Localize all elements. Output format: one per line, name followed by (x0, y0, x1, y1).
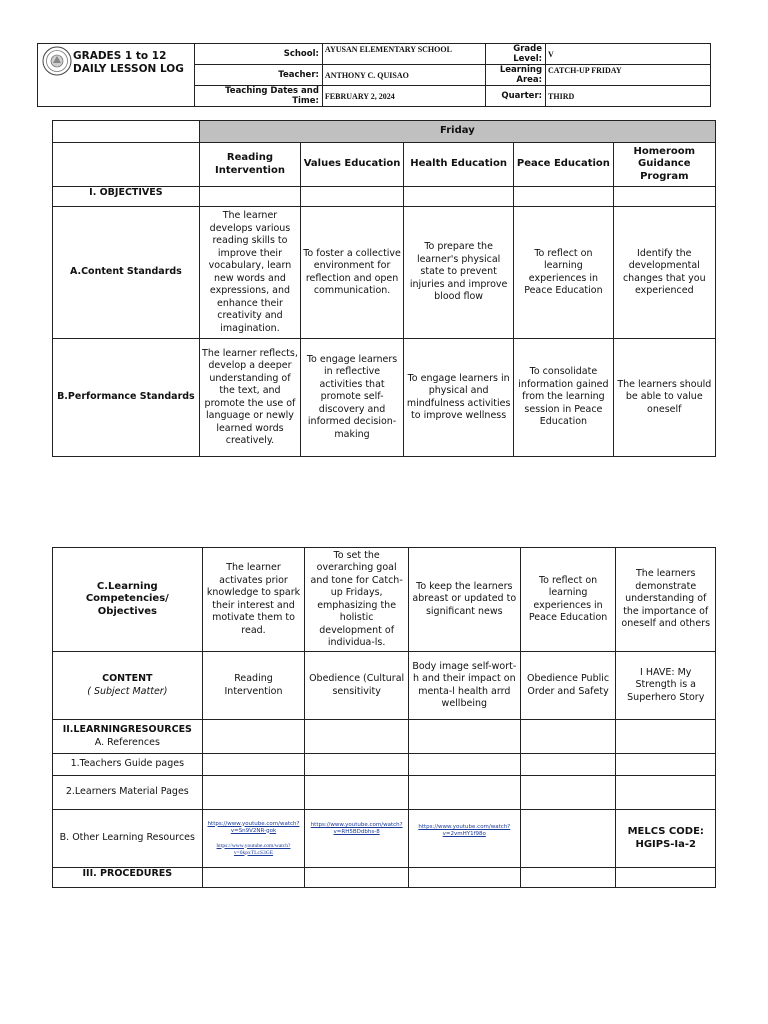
table-cell: To engage learners in reflective activities that promote self-discovery and informed decision-making (301, 339, 404, 457)
tg-label: 1.Teachers Guide pages (53, 754, 203, 776)
values-link-cell (305, 810, 409, 868)
grade-value: V (546, 44, 711, 65)
reading-links-cell (202, 810, 305, 868)
youtube-link[interactable]: https://www.youtube.com/watch?v=2vmHY1f98o (418, 824, 511, 837)
corner-cell (53, 121, 200, 143)
resources-label: II.LEARNINGRESOURCES (62, 724, 192, 735)
column-header: Health Education (404, 143, 514, 187)
header-table (37, 43, 711, 107)
table-cell: Body image self-wort-h and their impact on menta-l health arrd wellbeing (408, 652, 520, 720)
table-cell: The learner activates prior knowledge to spark their interest and motivate them to read. (202, 548, 305, 652)
column-header: Peace Education (514, 143, 613, 187)
header-title: GRADES 1 to 12 DAILY LESSON LOG (73, 50, 184, 75)
references-label: A. References (94, 736, 160, 748)
school-label: School: (195, 44, 323, 65)
table-cell: To keep the learners abreast or updated to significant news (408, 548, 520, 652)
table-cell: To reflect on learning experiences in Peace Education (514, 207, 613, 339)
table-cell: The learners demonstrate understanding of the importance of oneself and others (616, 548, 716, 652)
teacher-label: Teacher: (195, 65, 323, 86)
column-header: Values Education (301, 143, 404, 187)
lm-label: 2.Learners Material Pages (53, 776, 203, 810)
melcs-code: MELCS CODE: HGIPS-Ia-2 (616, 810, 716, 868)
day-header: Friday (199, 121, 715, 143)
table-cell: Identify the developmental changes that you experienced (613, 207, 715, 339)
table-cell: Reading Intervention (202, 652, 305, 720)
content-sublabel: ( Subject Matter) (87, 685, 168, 697)
column-header: Reading Intervention (199, 143, 300, 187)
competencies-label: C.Learning Competencies/ Objectives (53, 548, 203, 652)
objectives-label: I. OBJECTIVES (53, 187, 200, 207)
grade-label: Grade Level: (485, 44, 545, 65)
table-cell: Obedience Public Order and Safety (520, 652, 616, 720)
header-title-cell (38, 44, 195, 107)
column-header: Homeroom Guidance Program (613, 143, 715, 187)
deped-seal-icon (42, 46, 72, 76)
youtube-link[interactable]: https://www.youtube.com/watch?v=RH5BDdbhs-8 (310, 822, 403, 835)
table-cell: To foster a collective environment for reflection and open communication. (301, 207, 404, 339)
table-cell: The learners should be able to value oneself (613, 339, 715, 457)
quarter-value: THIRD (546, 86, 711, 107)
table-cell: Obedience (Cultural sensitivity (305, 652, 409, 720)
quarter-label: Quarter: (485, 86, 545, 107)
content-label-cell (53, 652, 203, 720)
procedures-label: III. PROCEDURES (53, 868, 203, 888)
dates-value: FEBRUARY 2, 2024 (322, 86, 485, 107)
area-value: CATCH-UP FRIDAY (546, 65, 711, 86)
table-cell: To reflect on learning experiences in Peace Education (520, 548, 616, 652)
table-cell: To set the overarching goal and tone for Catch-up Fridays, emphasizing the holistic development of individua-ls. (305, 548, 409, 652)
resources-label-cell (53, 720, 203, 754)
table-cell: The learner develops various reading skills to improve their vocabulary, learn new words and expressions, and enhance their creativity and imagination. (199, 207, 300, 339)
table-cell: To engage learners in physical and mindfulness activities to improve wellness (404, 339, 514, 457)
school-value: AYUSAN ELEMENTARY SCHOOL (322, 44, 485, 65)
youtube-link[interactable]: https://www.youtube.com/watch?v=0kpxTLcS3GE (216, 842, 291, 856)
objectives-table (52, 120, 716, 457)
dates-label: Teaching Dates and Time: (195, 86, 323, 107)
table-cell: To prepare the learner's physical state to prevent injuries and improve blood flow (404, 207, 514, 339)
content-label: CONTENT (102, 673, 153, 684)
table-cell: To consolidate information gained from the learning session in Peace Education (514, 339, 613, 457)
table-cell: I HAVE: My Strength is a Superhero Story (616, 652, 716, 720)
area-label: Learning Area: (485, 65, 545, 86)
youtube-link[interactable]: https://www.youtube.com/watch?v=Sn9V2NR-gok (207, 820, 300, 834)
resources-table (52, 547, 716, 888)
performance-standards-label: B.Performance Standards (53, 339, 200, 457)
health-link-cell (408, 810, 520, 868)
teacher-value: ANTHONY C. QUISAO (322, 65, 485, 86)
table-cell: The learner reflects, develop a deeper understanding of the text, and promote the use of language or newly learned words creatively. (199, 339, 300, 457)
content-standards-label: A.Content Standards (53, 207, 200, 339)
other-resources-label: B. Other Learning Resources (53, 810, 203, 868)
